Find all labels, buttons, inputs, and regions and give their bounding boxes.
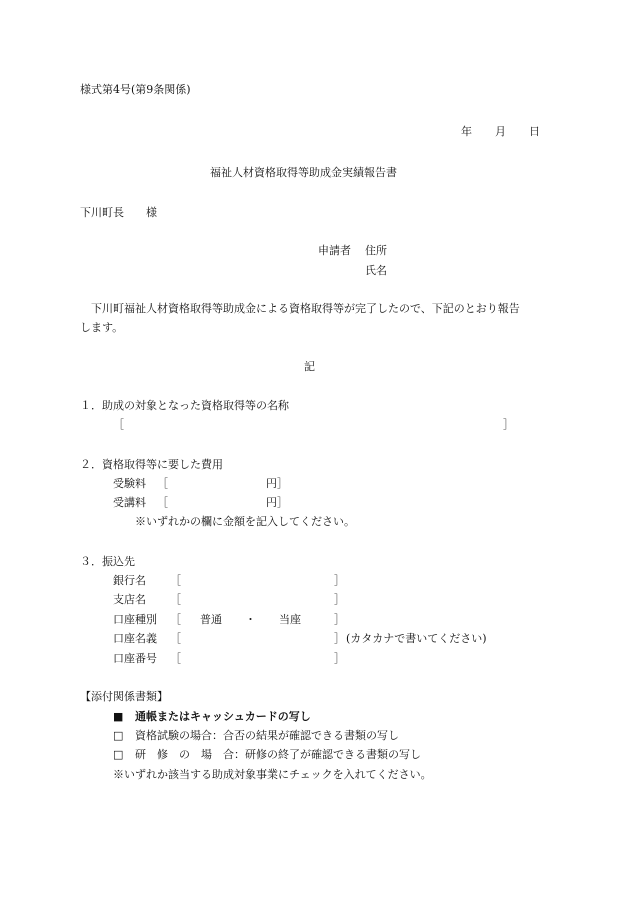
attachment-item-exam: 資格試験の場合：合否の結果が確認できる書類の写し — [135, 729, 399, 742]
account-type-open-bracket: ［ — [170, 613, 181, 626]
account-holder-label: 口座名義 — [113, 632, 157, 645]
account-holder-note: (カタカナで書いてください) — [346, 632, 487, 645]
body-text-line-2: します。 — [80, 321, 124, 334]
account-number-open-bracket: ［ — [170, 652, 181, 665]
account-type-close-bracket: ］ — [334, 613, 345, 626]
body-text-line-1: 下川町福祉人材資格取得等助成金による資格取得等が完了したので、下記のとおり報告 — [91, 302, 520, 315]
bank-name-close-bracket: ］ — [334, 574, 345, 587]
checkbox-empty-icon: □ — [113, 748, 124, 761]
section3-heading: ３．振込先 — [80, 555, 135, 568]
attachment-item-passbook: 通帳またはキャッシュカードの写し — [135, 710, 311, 723]
section1-open-bracket: ［ — [113, 418, 124, 431]
exam-fee-open-bracket: ［ — [157, 477, 168, 490]
course-fee-unit: 円］ — [266, 496, 288, 509]
bank-name-open-bracket: ［ — [170, 574, 181, 587]
exam-fee-label: 受験料 — [113, 477, 146, 490]
section1-heading: １．助成の対象となった資格取得等の名称 — [80, 399, 289, 412]
document-title: 福祉人材資格取得等助成金実績報告書 — [210, 166, 397, 179]
account-type-ordinary: 普通 — [200, 613, 222, 626]
branch-name-label: 支店名 — [113, 593, 146, 606]
attachments-note: ※いずれか該当する助成対象事業にチェックを入れてください。 — [113, 768, 432, 781]
date-month-label: 月 — [495, 125, 506, 138]
account-holder-open-bracket: ［ — [170, 632, 181, 645]
bank-name-label: 銀行名 — [113, 574, 146, 587]
account-number-label: 口座番号 — [113, 652, 157, 665]
form-number: 様式第4号(第9条関係) — [80, 83, 191, 96]
checkbox-empty-icon: □ — [113, 729, 124, 742]
address-label: 住所 — [365, 244, 387, 257]
account-number-close-bracket: ］ — [334, 652, 345, 665]
account-holder-close-bracket: ］ — [334, 632, 345, 645]
account-type-current: 当座 — [279, 613, 301, 626]
date-year-label: 年 — [461, 125, 472, 138]
ki-heading: 記 — [304, 360, 315, 373]
section2-heading: ２．資格取得等に要した費用 — [80, 458, 223, 471]
account-type-separator: ・ — [245, 613, 256, 626]
course-fee-label: 受講料 — [113, 496, 146, 509]
attachments-heading: 【添付関係書類】 — [80, 690, 168, 703]
course-fee-open-bracket: ［ — [157, 496, 168, 509]
exam-fee-unit: 円］ — [266, 477, 288, 490]
branch-name-open-bracket: ［ — [170, 593, 181, 606]
section1-close-bracket: ］ — [503, 418, 514, 431]
addressee: 下川町長 様 — [80, 206, 157, 219]
name-label: 氏名 — [365, 264, 387, 277]
section2-note: ※いずれかの欄に金額を記入してください。 — [135, 515, 355, 528]
checkbox-checked-icon: ■ — [113, 710, 124, 723]
date-day-label: 日 — [529, 125, 540, 138]
attachment-item-training: 研 修 の 場 合：研修の終了が確認できる書類の写し — [135, 748, 421, 761]
account-type-label: 口座種別 — [113, 613, 157, 626]
branch-name-close-bracket: ］ — [334, 593, 345, 606]
applicant-label: 申請者 — [318, 244, 351, 257]
